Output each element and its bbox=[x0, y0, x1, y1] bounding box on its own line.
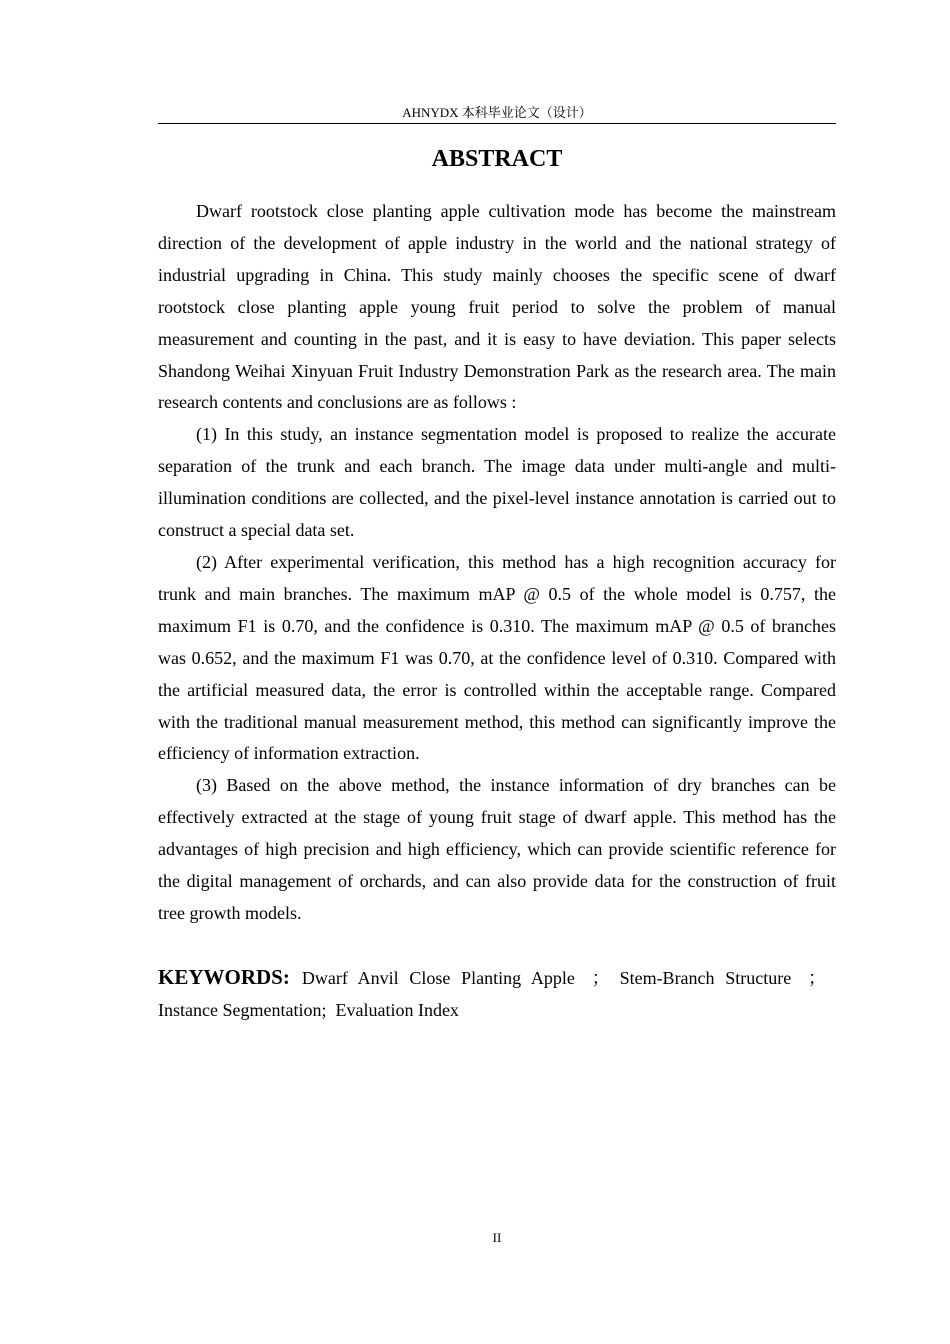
keyword-separator: ； bbox=[808, 968, 827, 988]
keyword-separator: ； bbox=[591, 968, 610, 988]
keywords-block bbox=[158, 961, 836, 1026]
keywords-label: KEYWORDS: bbox=[158, 965, 290, 989]
keyword-item: Instance Segmentation bbox=[158, 1000, 322, 1020]
keyword-item: Evaluation Index bbox=[335, 1000, 459, 1020]
abstract-paragraph: Dwarf rootstock close planting apple cultivation mode has become the mainstream direction of the development of apple industry in the world and the national strategy of industrial upgrading in China. This study mainly chooses the specific scene of dwarf rootstock close planting apple young fruit period to solve the problem of manual measurement and counting in the past, and it is easy to have deviation. This paper selects Shandong Weihai Xinyuan Fruit Industry Demonstration Park as the research area. The main research contents and conclusions are as follows : bbox=[158, 201, 836, 413]
abstract-paragraph: (2) After experimental verification, this method has a high recognition accuracy for trunk and main branches. The maximum mAP @ 0.5 of the whole model is 0.757, the maximum F1 is 0.70, and the confidence is 0.310. The maximum mAP @ 0.5 of branches was 0.652, and the maximum F1 was 0.70, at the confidence level of 0.310. Compared with the artificial measured data, the error is controlled within the acceptable range. Compared with the traditional manual measurement method, this method can significantly improve the efficiency of information extraction. bbox=[158, 551, 836, 764]
header-rule bbox=[158, 123, 836, 124]
keyword-separator: ; bbox=[321, 1000, 327, 1020]
abstract-title: ABSTRACT bbox=[431, 146, 563, 172]
abstract-paragraph: (3) Based on the above method, the instance information of dry branches can be effectively extracted at the stage of young fruit stage of dwarf apple. This method has the advantages of high precision and high efficiency, which can provide scientific reference for the digital management of orchards, and can also provide data for the construction of fruit tree growth models. bbox=[158, 775, 836, 923]
running-header: AHNYDX 本科毕业论文（设计） bbox=[402, 105, 592, 120]
keyword-item: Stem-Branch Structure bbox=[619, 968, 792, 988]
abstract-paragraph: (1) In this study, an instance segmentation model is proposed to realize the accurate separation of the trunk and each branch. The image data under multi-angle and multi-illumination conditions are collected, and the pixel-level instance annotation is carried out to construct a special data set. bbox=[158, 424, 836, 541]
abstract-body bbox=[158, 196, 836, 930]
page-number: II bbox=[492, 1230, 502, 1245]
keyword-item: Dwarf Anvil Close Planting Apple bbox=[301, 968, 575, 988]
